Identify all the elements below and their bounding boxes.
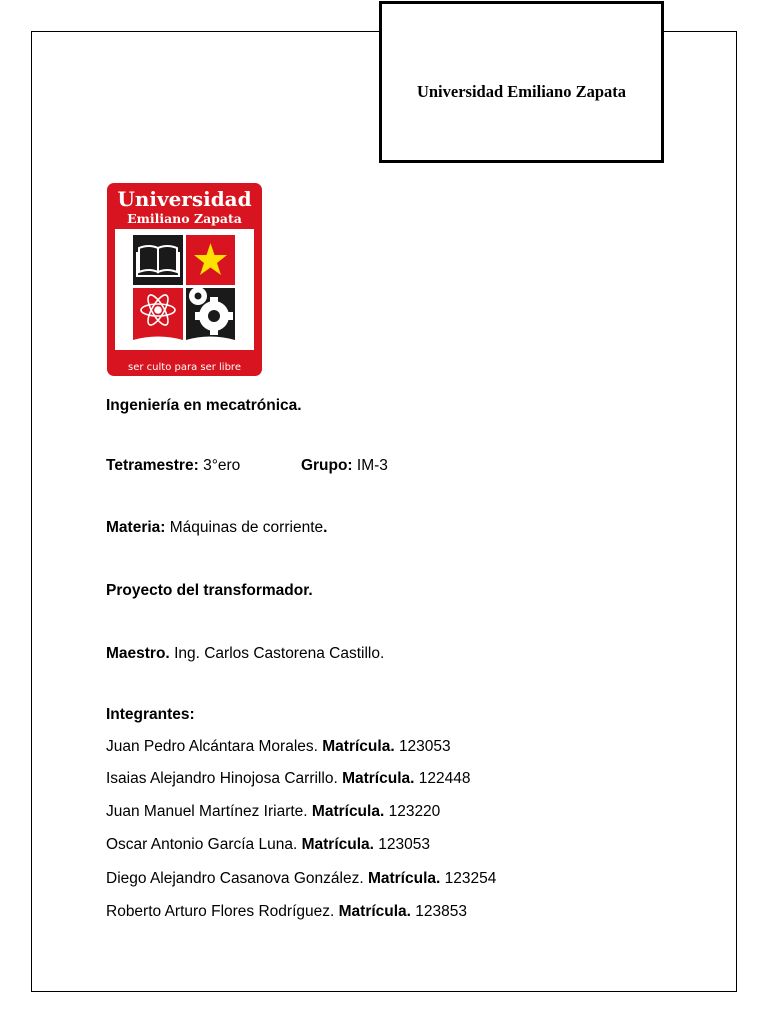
matricula-label: Matrícula. bbox=[311, 803, 385, 820]
term-line bbox=[106, 457, 388, 475]
members-heading: Integrantes: bbox=[106, 706, 195, 723]
header-university-name: Universidad Emiliano Zapata bbox=[416, 82, 627, 101]
member-row bbox=[106, 770, 470, 788]
logo-title-line1: Universidad bbox=[117, 187, 252, 211]
matricula-label: Matrícula. bbox=[301, 836, 374, 853]
term-label: Tetramestre: bbox=[106, 457, 199, 474]
member-name: Diego Alejandro Casanova González. bbox=[106, 870, 364, 887]
member-row bbox=[106, 903, 467, 921]
matricula-value: 123053 bbox=[378, 836, 430, 853]
subject-label: Materia: bbox=[106, 519, 166, 536]
group-label: Grupo: bbox=[300, 457, 353, 474]
member-row bbox=[106, 836, 430, 854]
matricula-label: Matrícula. bbox=[338, 903, 411, 920]
teacher-value: Ing. Carlos Castorena Castillo. bbox=[174, 645, 385, 662]
group-value: IM-3 bbox=[356, 457, 388, 474]
member-name: Juan Pedro Alcántara Morales. bbox=[106, 738, 318, 755]
member-name: Isaias Alejandro Hinojosa Carrillo. bbox=[106, 770, 338, 787]
matricula-value: 123254 bbox=[444, 870, 497, 887]
header-box bbox=[379, 1, 664, 163]
subject-value: Máquinas de corriente bbox=[169, 519, 324, 536]
subject-end: . bbox=[323, 519, 328, 536]
logo-title-line2: Emiliano Zapata bbox=[127, 211, 242, 226]
project-title: Proyecto del transformador. bbox=[106, 582, 313, 599]
subject-line bbox=[106, 519, 327, 537]
member-row bbox=[106, 870, 496, 888]
matricula-value: 122448 bbox=[418, 770, 471, 787]
matricula-value: 123053 bbox=[398, 738, 451, 755]
university-logo bbox=[106, 182, 263, 377]
matricula-label: Matrícula. bbox=[322, 738, 395, 755]
teacher-label: Maestro. bbox=[106, 645, 170, 662]
matricula-label: Matrícula. bbox=[367, 870, 441, 887]
member-name: Oscar Antonio García Luna. bbox=[106, 836, 298, 853]
teacher-line bbox=[106, 645, 384, 663]
matricula-value: 123853 bbox=[415, 903, 468, 920]
member-name: Roberto Arturo Flores Rodríguez. bbox=[106, 903, 335, 920]
matricula-value: 123220 bbox=[388, 803, 441, 820]
member-row bbox=[106, 803, 440, 821]
logo-quadrant-atom bbox=[133, 288, 183, 340]
term-value: 3°ero bbox=[203, 457, 241, 474]
logo-motto: ser culto para ser libre bbox=[128, 362, 241, 373]
matricula-label: Matrícula. bbox=[342, 770, 415, 787]
member-name: Juan Manuel Martínez Iriarte. bbox=[106, 803, 308, 820]
member-row bbox=[106, 738, 451, 756]
career-title: Ingeniería en mecatrónica. bbox=[106, 397, 302, 414]
